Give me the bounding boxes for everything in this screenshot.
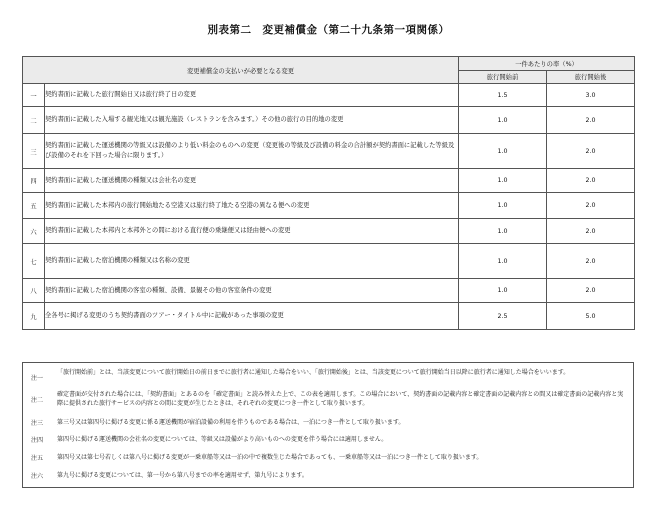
row-number: 一	[23, 84, 45, 107]
header-rate: 一件あたりの率（%）	[459, 57, 635, 71]
row-before-rate: 1.0	[459, 193, 547, 219]
row-after-rate: 2.0	[547, 107, 635, 134]
table-header-row	[23, 57, 635, 71]
row-before-rate: 1.0	[459, 244, 547, 279]
row-description: 契約書面に記載した運送機関の種類又は会社名の変更	[45, 169, 459, 193]
note-text: 確定書面が交付された場合には、「契約書面」とあるのを「確定書面」と読み替えた上で、この表を適用します。この場合において、契約書面の記載内容と確定書面の記載内容との間又は確定書面の記載内容と実際に提供された旅行サービスの内容との間に変更が生じたときは、それぞれの変更につき一件として取り扱います。	[57, 391, 624, 407]
table-row	[23, 244, 635, 279]
table-row	[23, 193, 635, 219]
row-number: 七	[23, 244, 45, 279]
row-description: 契約書面に記載した宿泊機関の種類又は名称の変更	[45, 244, 459, 279]
row-number: 四	[23, 169, 45, 193]
page-title: 別表第二 変更補償金（第二十九条第一項関係）	[207, 24, 450, 36]
table-row	[23, 169, 635, 193]
header-before: 旅行開始前	[459, 70, 547, 84]
note-label: 注二	[31, 397, 44, 404]
note-label: 注六	[31, 473, 44, 480]
table-row	[23, 279, 635, 303]
table-row	[23, 107, 635, 134]
row-number: 六	[23, 219, 45, 244]
row-after-rate: 3.0	[547, 84, 635, 107]
compensation-table	[22, 56, 635, 330]
note-label: 注五	[31, 455, 44, 462]
note-text: 第四号又は第七号若しくは第八号に掲げる変更が一乗車船等又は一泊の中で複数生じた場合であっても、一乗車船等又は一泊につき一件として取り扱います。	[57, 454, 483, 461]
header-after: 旅行開始後	[547, 70, 635, 84]
row-number: 五	[23, 193, 45, 219]
row-description: 契約書面に記載した運送機関の等級又は設備のより低い料金のものへの変更（変更後の等級及び設備の料金の合計額が契約書面に記載した等級及び設備のそれを下回った場合に限ります。）	[45, 134, 459, 169]
note-text: 「旅行開始前」とは、当該変更について旅行開始日の前日までに旅行者に通知した場合をいい、「旅行開始後」とは、当該変更について旅行開始当日以降に旅行者に通知した場合をいいます。	[57, 369, 570, 376]
notes-box	[22, 362, 634, 488]
row-after-rate: 2.0	[547, 244, 635, 279]
row-description: 契約書面に記載した入場する観光地又は観光施設（レストランを含みます。）その他の旅行の目的地の変更	[45, 107, 459, 134]
row-description: 契約書面に記載した本邦内の旅行開始地たる空港又は旅行終了地たる空港の異なる便への変更	[45, 193, 459, 219]
table-row	[23, 84, 635, 107]
note-label: 注三	[31, 420, 44, 427]
note-label: 注四	[31, 437, 44, 444]
note-text: 第四号に掲げる運送機関の会社名の変更については、等級又は設備がより高いものへの変更を伴う場合には適用しません。	[57, 436, 388, 443]
row-number: 九	[23, 303, 45, 330]
row-before-rate: 1.0	[459, 219, 547, 244]
row-after-rate: 2.0	[547, 279, 635, 303]
row-number: 八	[23, 279, 45, 303]
row-description: 契約書面に記載した旅行開始日又は旅行終了日の変更	[45, 84, 459, 107]
row-description: 契約書面に記載した宿泊機関の客室の種類、設備、景観その他の客室条件の変更	[45, 279, 459, 303]
row-after-rate: 2.0	[547, 134, 635, 169]
row-after-rate: 2.0	[547, 169, 635, 193]
table-row	[23, 134, 635, 169]
row-number: 二	[23, 107, 45, 134]
note-text: 第三号又は第四号に掲げる変更に係る運送機関が宿泊設備の利用を伴うものである場合は、一泊につき一件として取り扱います。	[57, 419, 405, 426]
row-after-rate: 2.0	[547, 193, 635, 219]
header-main: 変更補償金の支払いが必要となる変更	[23, 57, 459, 84]
table-row	[23, 303, 635, 330]
row-description: 全各号に掲げる変更のうち契約書面のツアー・タイトル中に記載があった事項の変更	[45, 303, 459, 330]
row-before-rate: 1.5	[459, 84, 547, 107]
row-before-rate: 2.5	[459, 303, 547, 330]
row-before-rate: 1.0	[459, 134, 547, 169]
row-description: 契約書面に記載した本邦内と本邦外との間における直行便の乗継便又は経由便への変更	[45, 219, 459, 244]
row-before-rate: 1.0	[459, 107, 547, 134]
note-label: 注一	[31, 375, 44, 382]
note-text: 第九号に掲げる変更については、第一号から第八号までの率を適用せず、第九号によります。	[57, 472, 308, 479]
table-row	[23, 219, 635, 244]
row-after-rate: 5.0	[547, 303, 635, 330]
row-after-rate: 2.0	[547, 219, 635, 244]
row-before-rate: 1.0	[459, 169, 547, 193]
row-number: 三	[23, 134, 45, 169]
row-before-rate: 1.0	[459, 279, 547, 303]
